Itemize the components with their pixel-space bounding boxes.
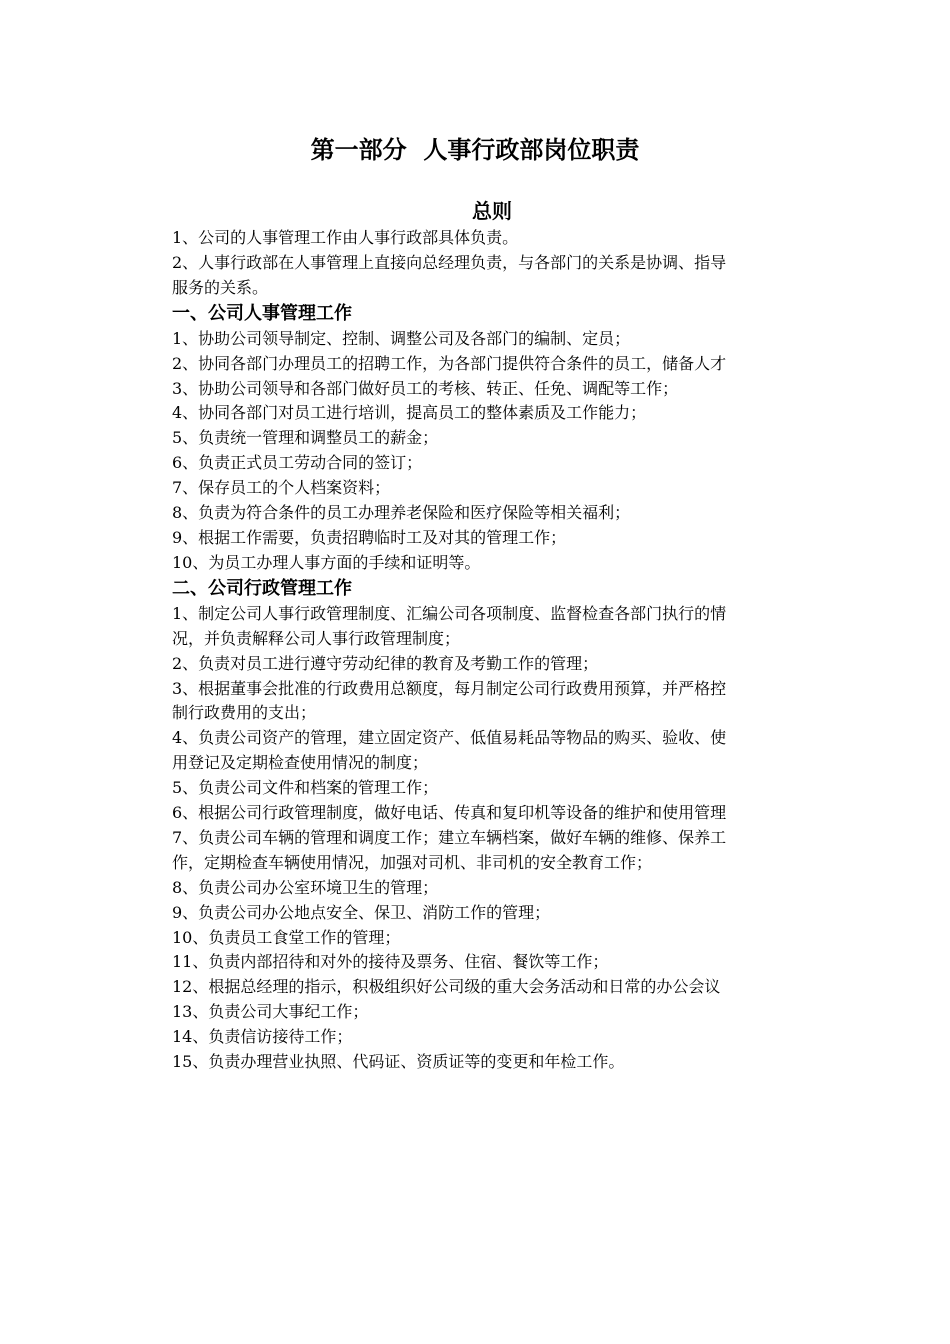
section2-line: 8、负责公司办公室环境卫生的管理； (172, 877, 439, 897)
general-line: 1、公司的人事管理工作由人事行政部具体负责。 (172, 228, 519, 247)
section2-line: 况，并负责解释公司人事行政管理制度； (172, 628, 461, 648)
section2-line: 制行政费用的支出； (172, 703, 317, 723)
section1-line: 7、保存员工的个人档案资料； (172, 478, 391, 498)
section1-line: 5、负责统一管理和调整员工的薪金； (172, 428, 439, 448)
general-line: 服务的关系。 (172, 277, 269, 297)
section2-line: 3、根据董事会批准的行政费用总额度，每月制定公司行政费用预算，并严格控 (172, 678, 727, 698)
section1-line: 2、协同各部门办理员工的招聘工作，为各部门提供符合条件的员工，储备人才 (172, 353, 727, 373)
section2-line: 15、负责办理营业执照、代码证、资质证等的变更和年检工作。 (172, 1052, 625, 1072)
section2-line: 1、制定公司人事行政管理制度、汇编公司各项制度、监督检查各部门执行的情 (172, 603, 727, 623)
section1-line: 4、协同各部门对员工进行培训，提高员工的整体素质及工作能力； (172, 403, 647, 423)
section2-line: 10、负责员工食堂工作的管理； (172, 927, 401, 947)
document-title: 第一部分 人事行政部岗位职责 (310, 135, 640, 164)
section2-line: 12、根据总经理的指示，积极组织好公司级的重大会务活动和日常的办公会议 (172, 977, 721, 997)
section2-line: 2、负责对员工进行遵守劳动纪律的教育及考勤工作的管理； (172, 653, 599, 673)
section1-line: 1、协助公司领导制定、控制、调整公司及各部门的编制、定员； (172, 328, 631, 348)
section1-line: 8、负责为符合条件的员工办理养老保险和医疗保险等相关福利； (172, 503, 631, 523)
section2-line: 6、根据公司行政管理制度，做好电话、传真和复印机等设备的维护和使用管理 (172, 803, 727, 823)
section2-line: 7、负责公司车辆的管理和调度工作；建立车辆档案，做好车辆的维修、保养工 (172, 827, 727, 847)
section2-line: 13、负责公司大事纪工作； (172, 1002, 369, 1022)
general-heading: 总则 (472, 199, 512, 223)
section2-line: 14、负责信访接待工作； (172, 1027, 353, 1047)
section2-line: 9、负责公司办公地点安全、保卫、消防工作的管理； (172, 902, 551, 922)
section2-line: 4、负责公司资产的管理，建立固定资产、低值易耗品等物品的购买、验收、使 (172, 728, 727, 748)
section2-heading: 二、公司行政管理工作 (172, 577, 352, 599)
section1-list (172, 327, 812, 576)
section1-line: 9、根据工作需要，负责招聘临时工及对其的管理工作； (172, 527, 567, 547)
section2-list (172, 602, 812, 1075)
section1-line: 10、为员工办理人事方面的手续和证明等。 (172, 552, 481, 572)
section2-line: 11、负责内部招待和对外的接待及票务、住宿、餐饮等工作； (172, 952, 609, 972)
section1-heading: 一、公司人事管理工作 (172, 302, 352, 324)
section2-line: 作，定期检查车辆使用情况，加强对司机、非司机的安全教育工作； (172, 852, 653, 872)
section2-line: 5、负责公司文件和档案的管理工作； (172, 778, 439, 798)
section2-line: 用登记及定期检查使用情况的制度； (172, 753, 429, 773)
general-list (172, 226, 812, 301)
section1-line: 3、协助公司领导和各部门做好员工的考核、转正、任免、调配等工作； (172, 378, 679, 398)
document-body (172, 196, 812, 1075)
general-line: 2、人事行政部在人事管理上直接向总经理负责，与各部门的关系是协调、指导 (172, 252, 727, 272)
section1-line: 6、负责正式员工劳动合同的签订； (172, 453, 423, 473)
